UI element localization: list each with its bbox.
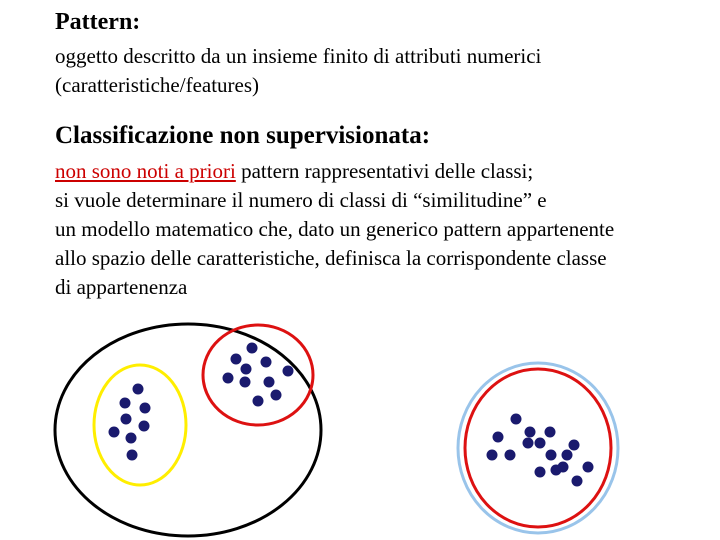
pattern-point — [572, 476, 583, 487]
pattern-point — [535, 467, 546, 478]
pattern-point — [120, 398, 131, 409]
pattern-point — [140, 403, 151, 414]
pattern-point — [241, 364, 252, 375]
pattern-point — [133, 384, 144, 395]
description-line-2: si vuole determinare il numero di classi di “similitudine” e — [55, 188, 547, 212]
pattern-point — [551, 465, 562, 476]
pattern-point — [139, 421, 150, 432]
pattern-definition-line-1: oggetto descritto da un insieme finito di attributi numerici — [55, 44, 542, 68]
heading-pattern: Pattern: — [55, 9, 141, 35]
pattern-point — [253, 396, 264, 407]
pattern-point — [231, 354, 242, 365]
pattern-point — [261, 357, 272, 368]
pattern-point — [247, 343, 258, 354]
description-line-4: allo spazio delle caratteristiche, definisca la corrispondente classe — [55, 246, 607, 270]
pattern-point — [271, 390, 282, 401]
pattern-point — [493, 432, 504, 443]
pattern-point — [505, 450, 516, 461]
pattern-point — [127, 450, 138, 461]
description-line-1-rest: pattern rappresentativi delle classi; — [235, 159, 534, 183]
pattern-point — [511, 414, 522, 425]
pattern-point — [583, 462, 594, 473]
description-line-3: un modello matematico che, dato un generico pattern appartenente — [55, 217, 615, 241]
pattern-point — [546, 450, 557, 461]
highlighted-phrase: non sono noti a priori — [55, 159, 236, 183]
pattern-point — [126, 433, 137, 444]
pattern-point — [545, 427, 556, 438]
pattern-point — [264, 377, 275, 388]
pattern-point — [569, 440, 580, 451]
heading-unsupervised-classification: Classificazione non supervisionata: — [55, 122, 431, 149]
pattern-point — [283, 366, 294, 377]
pattern-point — [535, 438, 546, 449]
pattern-point — [487, 450, 498, 461]
pattern-point — [562, 450, 573, 461]
pattern-point — [223, 373, 234, 384]
pattern-definition-line-2: (caratteristiche/features) — [55, 73, 260, 97]
pattern-point — [523, 438, 534, 449]
pattern-point — [240, 377, 251, 388]
pattern-point — [109, 427, 120, 438]
pattern-point — [121, 414, 132, 425]
description-line-5: di appartenenza — [55, 275, 188, 299]
pattern-point — [525, 427, 536, 438]
